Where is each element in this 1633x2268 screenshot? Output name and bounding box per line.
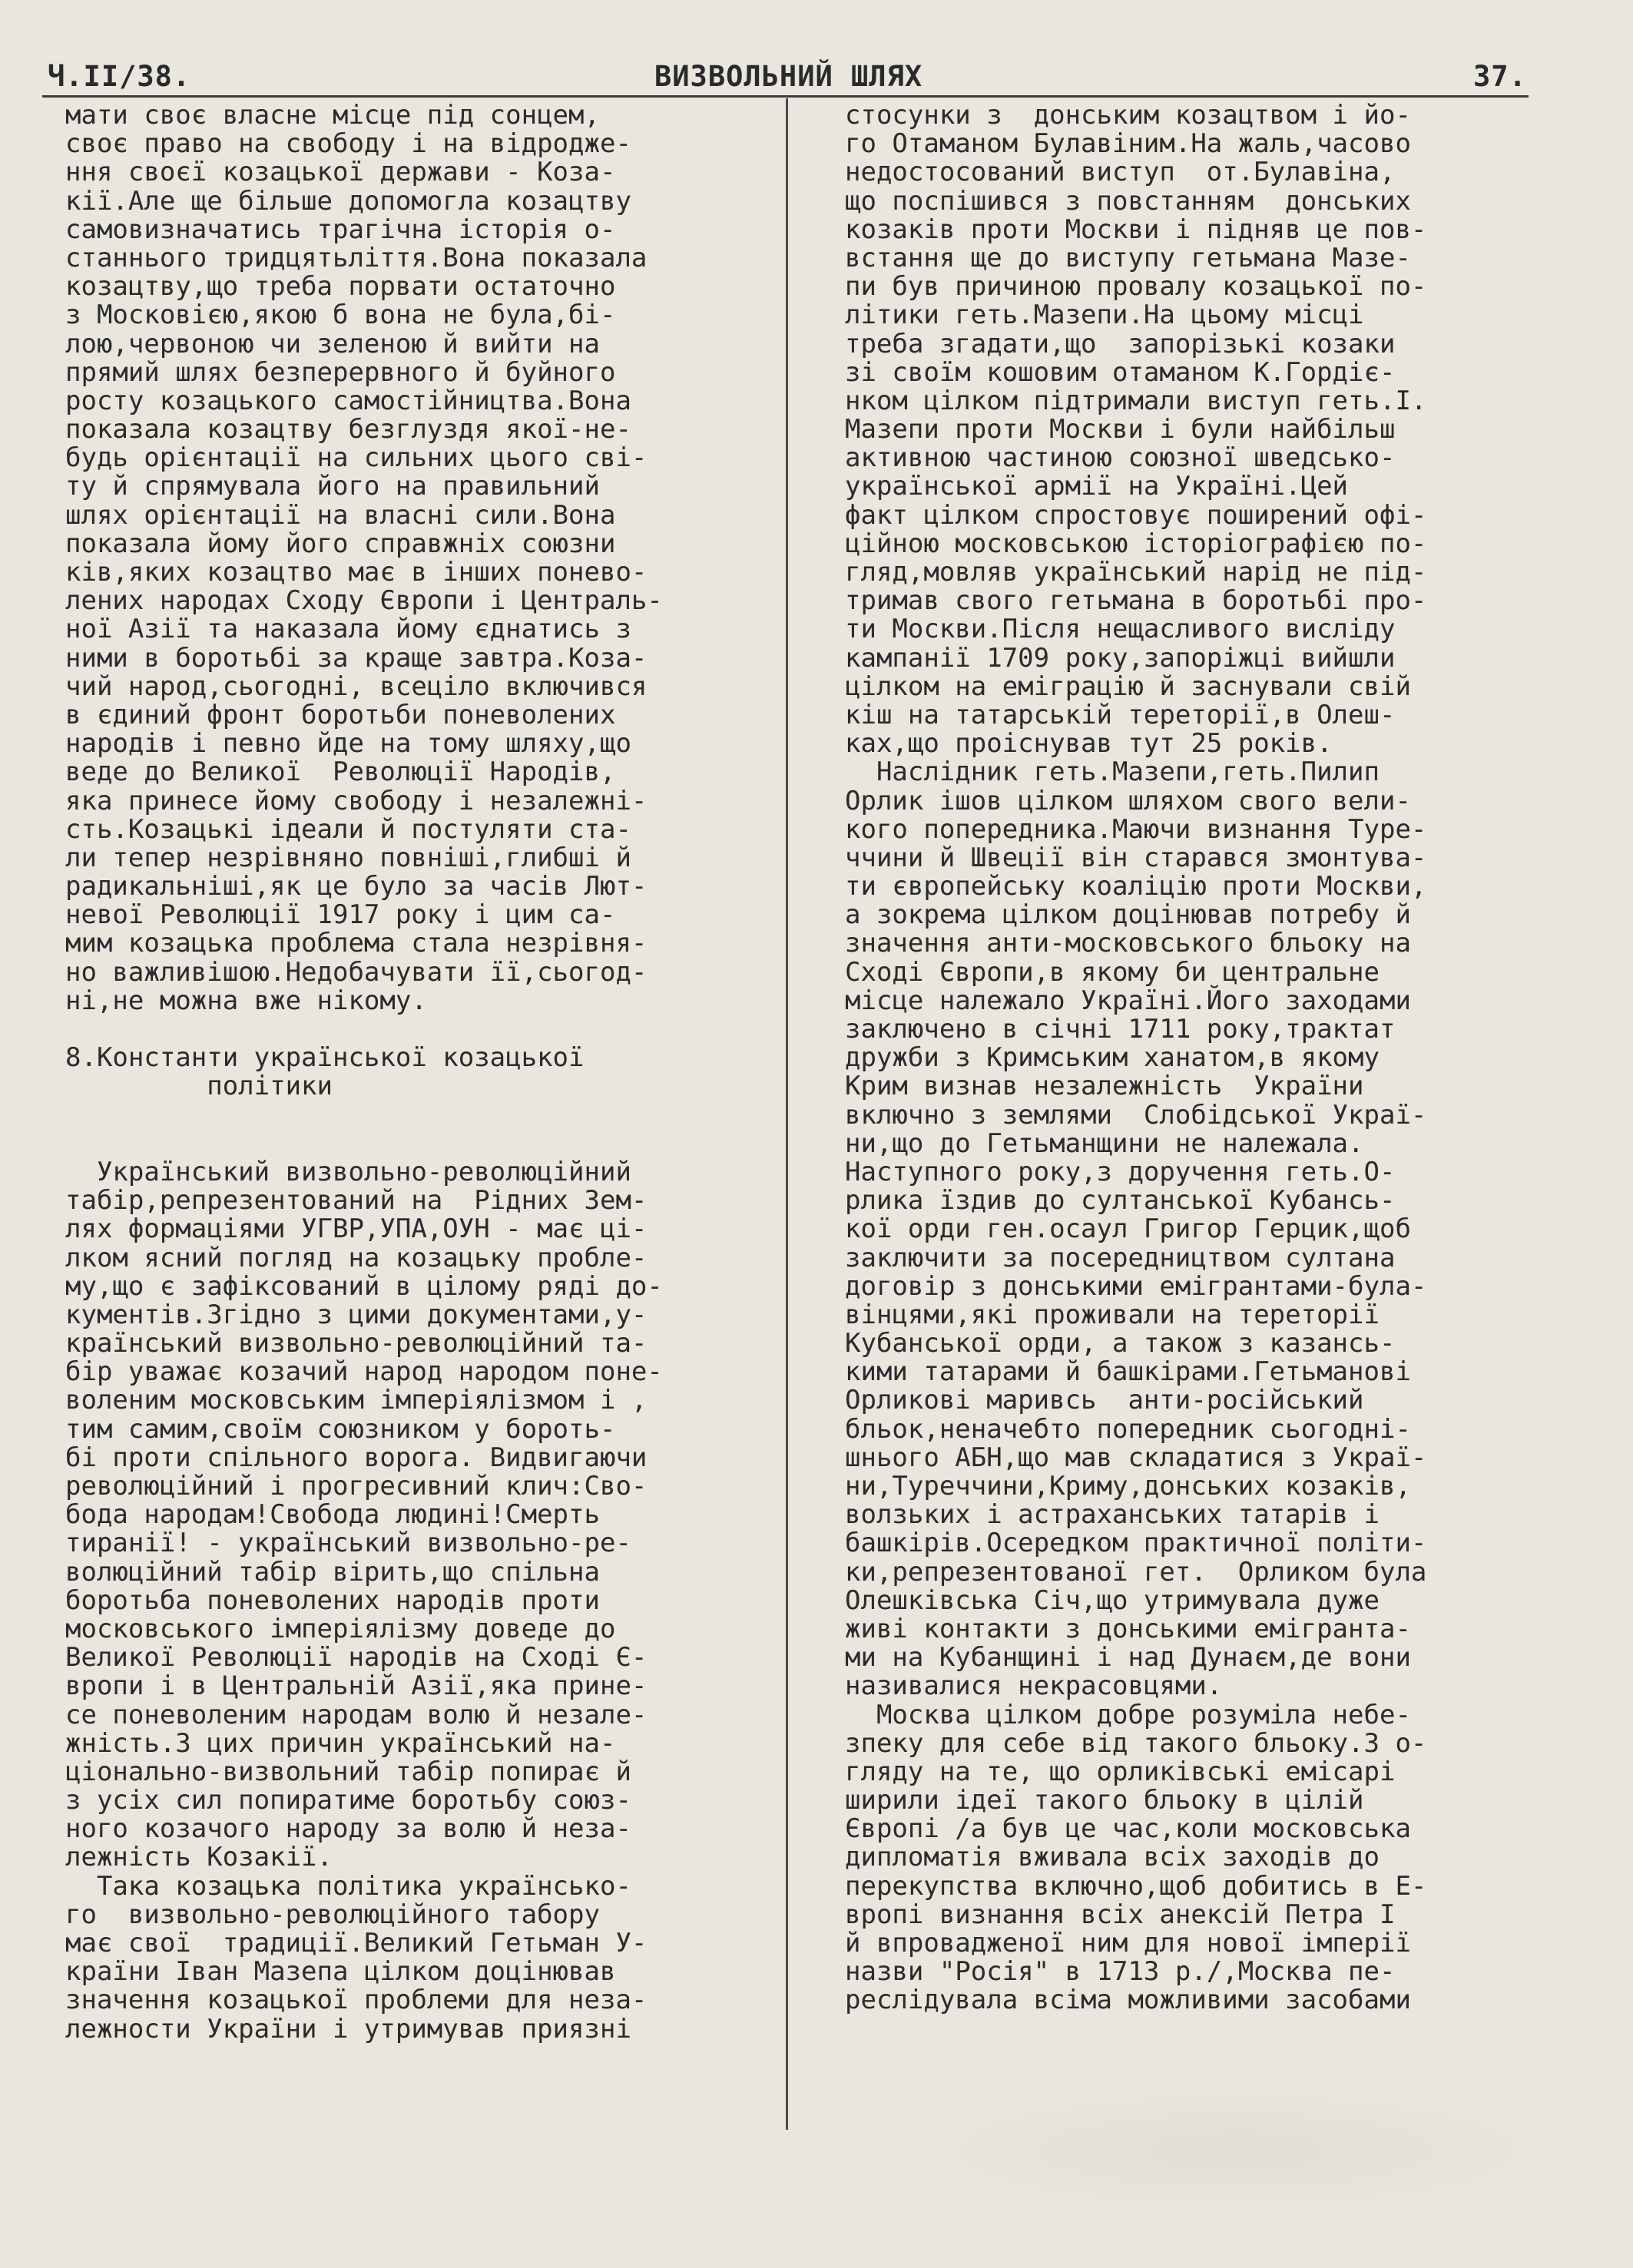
text-line: ти Москви.Після нещасливого висліду <box>845 614 1396 645</box>
text-line: мим козацька проблема стала незрівня- <box>65 928 648 959</box>
text-line: вінцями,які проживали на тереторії <box>845 1299 1380 1330</box>
text-line: заключити за посередництвом султана <box>845 1242 1396 1273</box>
publication-title: ВИЗВОЛЬНИЙ ШЛЯХ <box>654 60 923 93</box>
text-line: Наслідник геть.Мазепи,геть.Пилип <box>845 757 1380 788</box>
paper-stain <box>906 2089 1567 2212</box>
text-line: самовизначатись трагічна історія о- <box>65 214 616 245</box>
header-rule <box>42 95 1529 98</box>
text-line: башкірів.Осередком практичної політи- <box>845 1528 1427 1559</box>
text-line: Кубанської орди, а також з казансь- <box>845 1328 1396 1359</box>
text-line: народів і певно йде на тому шляху,що <box>65 728 631 760</box>
text-line: Наступного року,з доручення геть.О- <box>845 1156 1396 1187</box>
text-line: мати своє власне місце під сонцем, <box>65 100 600 131</box>
text-line: шлях орієнтації на власні сили.Вона <box>65 499 616 531</box>
text-line: Європі /а був це час,коли московська <box>845 1813 1411 1845</box>
text-line: вропи і в Центральній Азії,яка прине- <box>65 1670 648 1702</box>
text-line: ни,що до Гетьманщини не належала. <box>845 1127 1364 1159</box>
text-line: значення анти-московського бльоку на <box>845 928 1411 959</box>
page-number: 37. <box>1473 60 1527 93</box>
text-line: кими татарами й башкірами.Гетьманові <box>845 1356 1411 1388</box>
text-line: зі своїм кошовим отаманом К.Гордіє- <box>845 356 1396 388</box>
text-line: росту козацького самостійництва.Вона <box>65 385 631 416</box>
text-line: гляд,мовляв український нарід не під- <box>845 557 1427 588</box>
text-line <box>65 1015 795 1044</box>
text-line: бльок,неначебто попередник сьогодні- <box>845 1413 1411 1445</box>
text-line: воленим московським імперіялізмом і , <box>65 1385 648 1416</box>
text-line: в єдиний фронт боротьби поневолених <box>65 699 616 730</box>
text-line: ти європейську коаліцію проти Москви, <box>845 871 1427 902</box>
text-line: стосунки з донським козацтвом і йо- <box>845 100 1411 131</box>
text-line: ного козачого народу за волю й неза- <box>65 1813 631 1845</box>
text-line: країнський визвольно-революційний та- <box>65 1328 648 1359</box>
text-line: ними в боротьбі за краще завтра.Коза- <box>65 642 648 674</box>
text-line: Така козацька політика українсько- <box>65 1870 631 1902</box>
text-line: ки,репрезентованої гет. Орликом була <box>845 1556 1427 1588</box>
text-line: жність.З цих причин український на- <box>65 1727 616 1759</box>
text-line: кументів.Згідно з цими документами,у- <box>65 1299 648 1330</box>
text-line: се поневоленим народам волю й незале- <box>65 1699 648 1730</box>
right-column <box>845 101 1575 2015</box>
text-line: ні,не можна вже нікому. <box>65 985 427 1016</box>
text-line: рлика їздив до султанської Кубансь- <box>845 1185 1396 1217</box>
text-line: станнього тридцятьліття.Вона показала <box>65 242 648 273</box>
text-line: козаків проти Москви і підняв це пов- <box>845 214 1427 245</box>
text-line: тримав свого гетьмана в боротьбі про- <box>845 585 1427 617</box>
text-line: Великої Революції народів на Сході Є- <box>65 1642 648 1674</box>
text-line: Олешківська Січ,що утримувала дуже <box>845 1584 1380 1616</box>
text-line: лежности України і утримував приязні <box>65 2013 631 2045</box>
text-line: реслідувала всіма можливими засобами <box>845 1985 1411 2016</box>
text-line: кіш на татарській тереторії,в Олеш- <box>845 699 1396 730</box>
text-line: ків,яких козацтво має в інших понево- <box>65 557 648 588</box>
left-column <box>65 101 795 2044</box>
text-line: радикальніші,як це було за часів Лют- <box>65 871 648 902</box>
text-line: назви "Росія" в 1713 р./,Москва пе- <box>845 1956 1396 1988</box>
text-line: показала йому його справжніх союзни <box>65 528 616 559</box>
text-line: волюційний табір вірить,що спільна <box>65 1556 600 1588</box>
text-line: політики <box>65 1071 333 1102</box>
text-line: козацтву,що треба порвати остаточно <box>65 271 616 303</box>
text-line: му,що є зафіксований в цілому ряді до- <box>65 1270 663 1302</box>
text-line: кого попередника.Маючи визнання Туре- <box>845 813 1427 845</box>
text-line: шнього АБН,що мав складатися з Украї- <box>845 1442 1427 1473</box>
text-line: ми на Кубанщині і над Дунаєм,де вони <box>845 1642 1411 1674</box>
text-line: що поспішився з повстанням донських <box>845 185 1411 217</box>
page-header <box>0 0 1633 100</box>
text-line: української армії на Україні.Цей <box>845 471 1349 502</box>
text-line: включно з землями Слобідської Украї- <box>845 1099 1427 1131</box>
text-line: сть.Козацькі ідеали й постуляти ста- <box>65 813 631 845</box>
text-line <box>65 1101 795 1130</box>
text-line: Орлик ішов цілком шляхом свого вели- <box>845 785 1411 816</box>
text-line: 8.Константи української козацької <box>65 1042 585 1074</box>
text-line: будь орієнтації на сильних цього сві- <box>65 442 648 474</box>
text-line: го Отаманом Булавіним.На жаль,часово <box>845 128 1411 160</box>
text-line: бода народам!Свобода людині!Смерть <box>65 1499 600 1531</box>
text-line: країни Іван Мазепа цілком доцінював <box>65 1956 616 1988</box>
text-line: пи був причиною провалу козацької по- <box>845 271 1427 303</box>
text-line: го визвольно-революційного табору <box>65 1899 600 1930</box>
text-line: чий народ,сьогодні, всеціло включився <box>65 670 648 702</box>
text-line: нком цілком підтримали виступ геть.І. <box>845 385 1427 416</box>
text-line: лком ясний погляд на козацьку пробле- <box>65 1242 648 1273</box>
text-line: табір,репрезентований на Рідних Зем- <box>65 1185 648 1217</box>
text-line: лях формаціями УГВР,УПА,ОУН - має ці- <box>65 1213 648 1245</box>
text-line: Москва цілком добре розуміла небе- <box>845 1699 1411 1730</box>
text-line: Крим визнав незалежність України <box>845 1071 1364 1102</box>
text-line: цілком на еміграцію й заснували свій <box>845 670 1411 702</box>
text-line: бі проти спільного ворога. Видвигаючи <box>65 1442 648 1473</box>
text-line: тим самим,своїм союзником у бороть- <box>65 1413 616 1445</box>
text-line: перекупства включно,щоб добитись в Е- <box>845 1870 1427 1902</box>
text-line <box>65 1130 795 1158</box>
text-line: яка принесе йому свободу і незалежні- <box>65 785 648 816</box>
text-line: но важливішою.Недобачувати її,сьогод- <box>65 956 648 988</box>
text-line: ційною московською історіографією по- <box>845 528 1427 559</box>
text-line: факт цілком спростовує поширений офі- <box>845 499 1427 531</box>
text-line: тиранії! - український визвольно-ре- <box>65 1528 631 1559</box>
text-line: ту й спрямувала його на правильний <box>65 471 600 502</box>
text-line: лою,червоною чи зеленою й вийти на <box>65 328 600 359</box>
issue-number: Ч.II/38. <box>48 60 191 93</box>
text-line: зпеку для себе від такого бльоку.З о- <box>845 1727 1427 1759</box>
text-line: ни,Туреччини,Криму,донських козаків, <box>845 1471 1411 1502</box>
text-line: встання ще до виступу гетьмана Мазе- <box>845 242 1411 273</box>
text-line: ширили ідеї такого бльоку в цілій <box>845 1785 1364 1816</box>
text-line: ння своєї козацької держави - Коза- <box>65 157 616 188</box>
text-line: невої Революції 1917 року і цим са- <box>65 899 616 931</box>
text-line: боротьба поневолених народів проти <box>65 1584 600 1616</box>
text-line: місце належало Україні.Його заходами <box>845 985 1411 1016</box>
text-line: гляду на те, що орликівські емісарі <box>845 1756 1396 1787</box>
text-line: показала козацтву безглуздя якої-не- <box>65 414 631 445</box>
text-line: бір уважає козачий народ народом поне- <box>65 1356 663 1388</box>
text-line: веде до Великої Революції Народів, <box>65 757 616 788</box>
text-line: має свої традиції.Великий Гетьман У- <box>65 1928 648 1958</box>
text-line: договір з донськими емігрантами-була- <box>845 1270 1427 1302</box>
text-line: літики геть.Мазепи.На цьому місці <box>845 300 1364 331</box>
text-line: лених народах Сходу Європи і Централь- <box>65 585 663 617</box>
text-line: ної Азії та наказала йому єднатись з <box>65 614 631 645</box>
text-line: з усіх сил попиратиме боротьбу союз- <box>65 1785 631 1816</box>
text-line: називалися некрасовцями. <box>845 1670 1223 1702</box>
text-line: активною частиною союзної шведсько- <box>845 442 1396 474</box>
text-line: Орликові маривсь анти-російський <box>845 1385 1364 1416</box>
text-line: заключено в січні 1711 року,трактат <box>845 1014 1396 1045</box>
text-line: революційний і прогресивний клич:Сво- <box>65 1471 648 1502</box>
text-line: значення козацької проблеми для неза- <box>65 1985 648 2016</box>
text-line: дружби з Кримським ханатом,в якому <box>845 1042 1380 1074</box>
text-line: живі контакти з донськими емігранта- <box>845 1613 1411 1644</box>
text-line: кії.Але ще більше допомогла козацтву <box>65 185 631 217</box>
text-line: ччини й Швеції він старався змонтува- <box>845 842 1427 873</box>
text-line: кампанії 1709 року,запоріжці вийшли <box>845 642 1396 674</box>
text-line: московського імперіялізму доведе до <box>65 1613 616 1644</box>
text-line: Сході Європи,в якому би центральне <box>845 956 1380 988</box>
text-line: Мазепи проти Москви і були найбільш <box>845 414 1396 445</box>
text-line: ли тепер незрівняно повніші,глибші й <box>65 842 631 873</box>
text-line: ціонально-визвольний табір попирає й <box>65 1756 631 1787</box>
text-line: й впровадженої ним для нової імперії <box>845 1928 1411 1958</box>
text-line: лежність Козакії. <box>65 1842 333 1873</box>
text-line: вропі визнання всіх анексій Петра I <box>845 1899 1396 1930</box>
text-line: Український визвольно-революційний <box>65 1156 631 1187</box>
text-line: своє право на свободу і на відродже- <box>65 128 631 160</box>
text-line: ках,що проіснував тут 25 років. <box>845 728 1333 760</box>
text-line: треба згадати,що запорізькі козаки <box>845 328 1396 359</box>
text-line: волзьких і астраханських татарів і <box>845 1499 1380 1531</box>
text-line: з Московією,якою б вона не була,бі- <box>65 300 616 331</box>
text-line: прямий шлях безперервного й буйного <box>65 356 616 388</box>
text-line: недостосований виступ от.Булавіна, <box>845 157 1396 188</box>
text-line: дипломатія вживала всіх заходів до <box>845 1842 1380 1873</box>
text-line: кої орди ген.осаул Григор Герцик,щоб <box>845 1213 1411 1245</box>
text-line: а зокрема цілком доцінював потребу й <box>845 899 1411 931</box>
